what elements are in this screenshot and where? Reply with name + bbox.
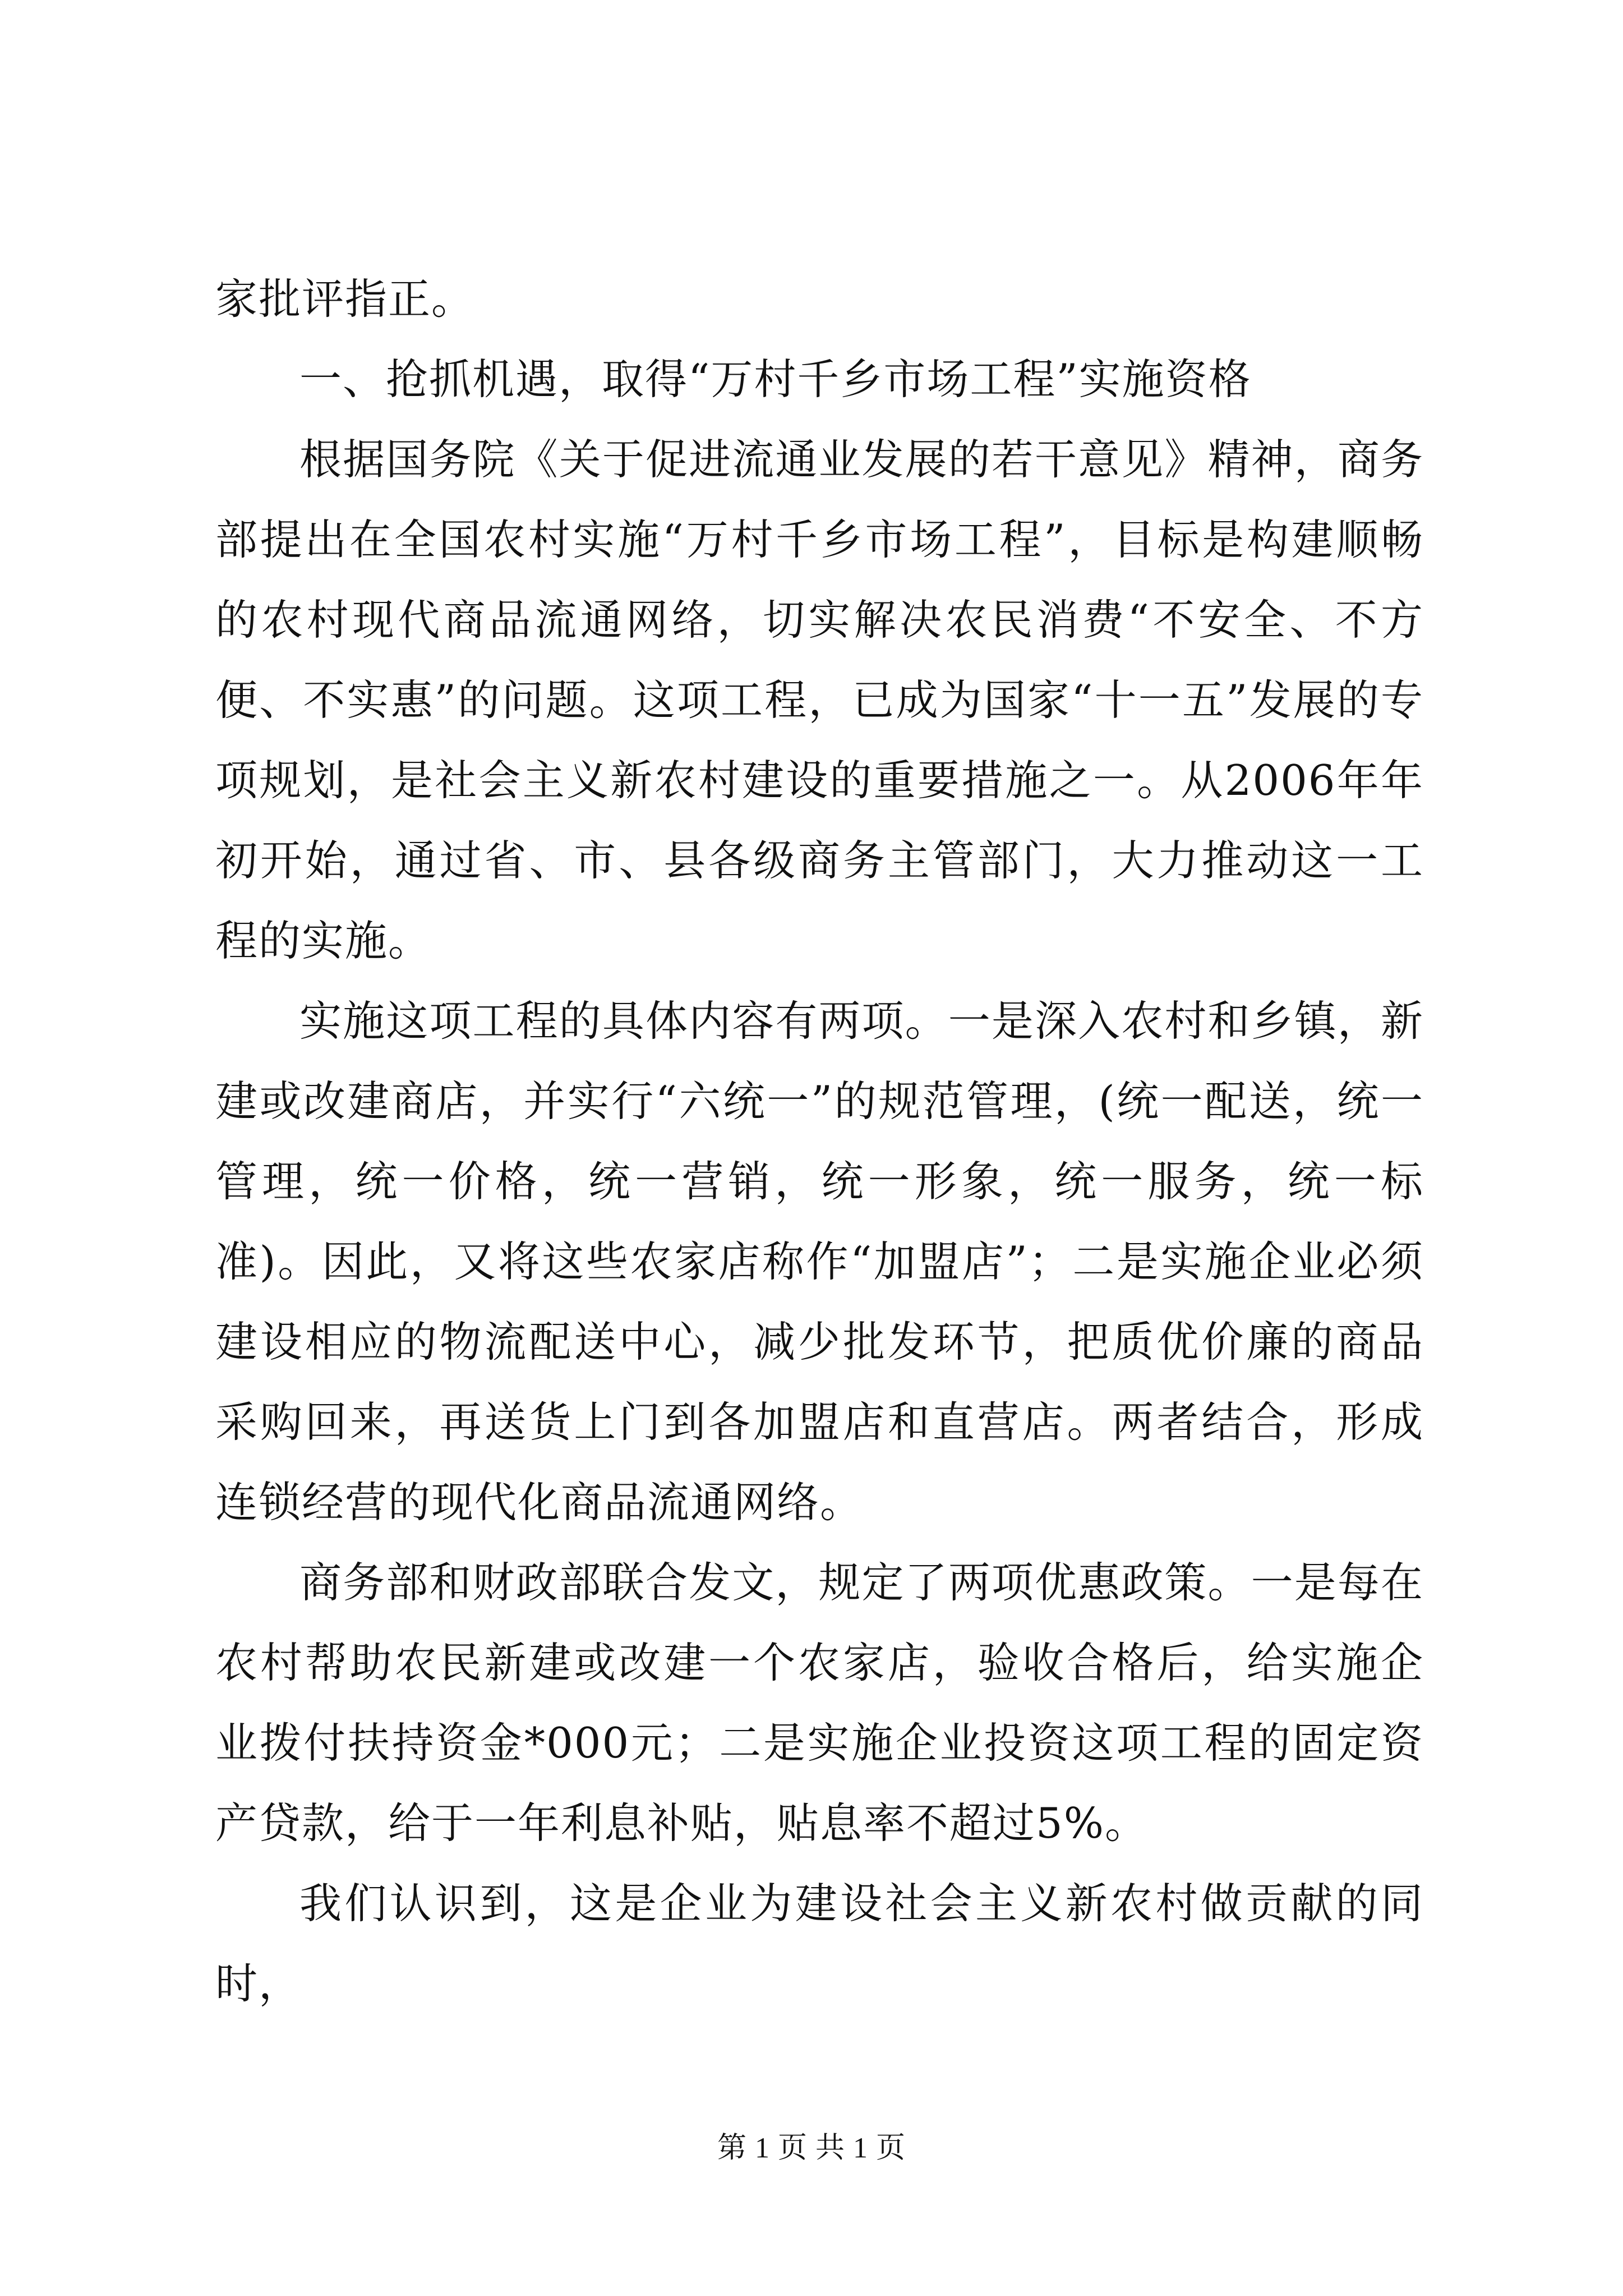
paragraph: 根据国务院《关于促进流通业发展的若干意见》精神，商务部提出在全国农村实施“万村千乡市场工程”，目标是构建顺畅的农村现代商品流通网络，切实解决农民消费“不安全、不方便、不实惠”的问题。这项工程，已成为国家“十一五”发展的专项规划，是社会主义新农村建设的重要措施之一。从2006年年初开始，通过省、市、县各级商务主管部门，大力推动这一工程的实施。	[215, 435, 1424, 965]
paragraph: 商务部和财政部联合发文，规定了两项优惠政策。一是每在农村帮助农民新建或改建一个农家店，验收合格后，给实施企业拨付扶持资金*000元；二是实施企业投资这项工程的固定资产贷款，给于一年利息补贴，贴息率不超过5%。	[215, 1558, 1424, 1848]
paragraph-continuation: 家批评指正。	[215, 274, 475, 324]
paragraph: 实施这项工程的具体内容有两项。一是深入农村和乡镇，新建或改建商店，并实行“六统一”的规范管理，(统一配送，统一管理，统一价格，统一营销，统一形象，统一服务，统一标准)。因此，又将这些农家店称作“加盟店”；二是实施企业必须建设相应的物流配送中心，减少批发环节，把质优价廉的商品采购回来，再送货上门到各加盟店和直营店。两者结合，形成连锁经营的现代化商品流通网络。	[215, 996, 1424, 1527]
paragraph: 我们认识到，这是企业为建设社会主义新农村做贡献的同时，	[215, 1879, 1424, 2008]
page-footer: 第 1 页 共 1 页	[717, 2132, 906, 2164]
section-heading: 一、抢抓机遇，取得“万村千乡市场工程”实施资格	[299, 355, 1252, 404]
body-text	[215, 259, 1424, 2024]
